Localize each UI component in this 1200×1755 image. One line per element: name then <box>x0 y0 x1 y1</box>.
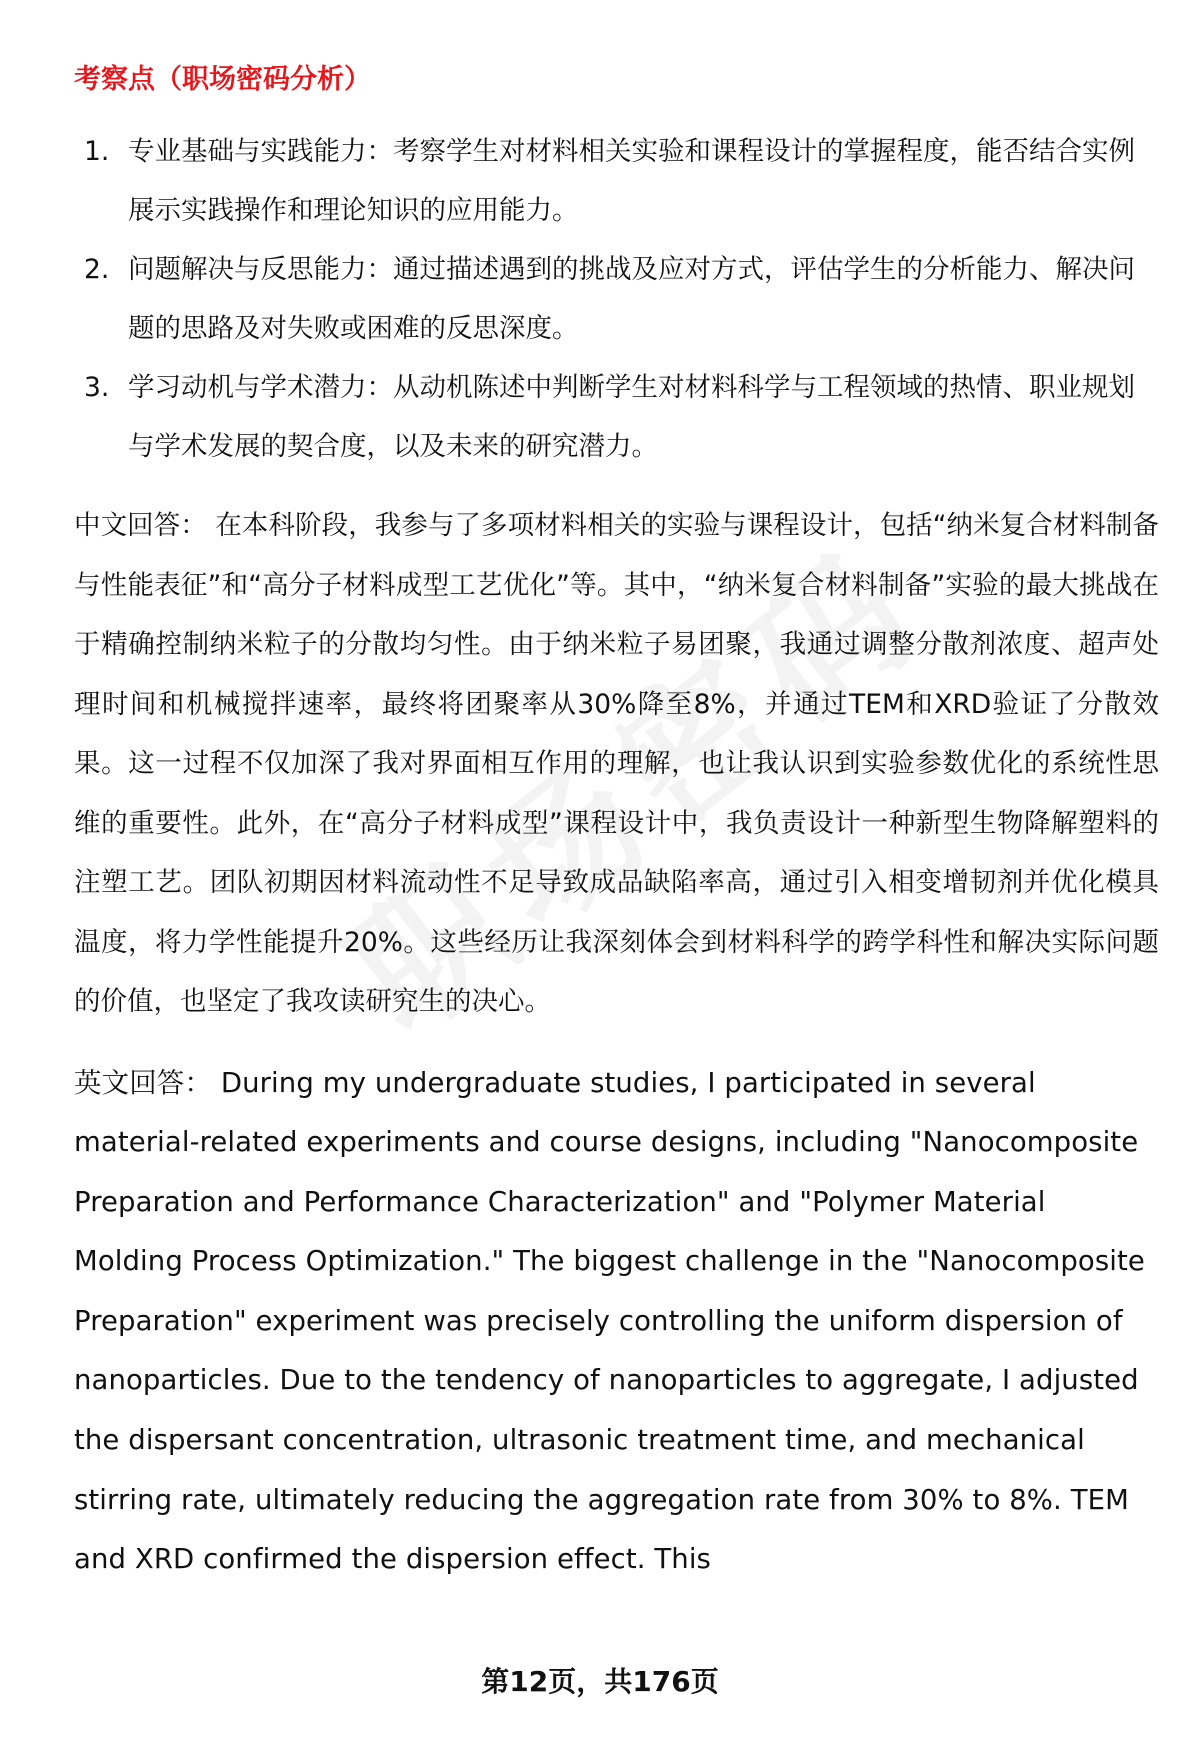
list-item-text: 专业基础与实践能力：考察学生对材料相关实验和课程设计的掌握程度，能否结合实例展示实践操作和理论知识的应用能力。 <box>128 136 1135 226</box>
list-item-text: 问题解决与反思能力：通过描述遇到的挑战及应对方式，评估学生的分析能力、解决问题的思路及对失败或困难的反思深度。 <box>128 254 1135 344</box>
page-number: 第12页，共176页 <box>481 1665 719 1698</box>
english-answer-label: 英文回答： <box>74 1066 212 1099</box>
english-answer-text: During my undergraduate studies, I participated in several material-related experiments and course designs, including "Nanocomposite Preparation and Performance Characterization" and "Polymer Material Molding Process Optimization." The biggest challenge in the "Nanocomposite Preparation" experiment was precisely controlling the uniform dispersion of nanoparticles. Due to the tendency of nanoparticles to aggregate, I adjusted the dispersant concentration, ultrasonic treatment time, and mechanical stirring rate, ultimately reducing the aggregation rate from 30% to 8%. TEM and XRD confirmed the dispersion effect. This <box>74 1066 1145 1576</box>
list-item-number: 1. <box>84 136 110 167</box>
list-item-text: 学习动机与学术潜力：从动机陈述中判断学生对材料科学与工程领域的热情、职业规划与学术发展的契合度，以及未来的研究潜力。 <box>128 372 1135 462</box>
list-item <box>74 240 1159 358</box>
section-title: 考察点（职场密码分析） <box>74 64 371 95</box>
chinese-answer <box>74 496 1159 1032</box>
chinese-answer-label: 中文回答： <box>74 510 207 541</box>
chinese-answer-text: 在本科阶段，我参与了多项材料相关的实验与课程设计，包括“纳米复合材料制备与性能表征”和“高分子材料成型工艺优化”等。其中，“纳米复合材料制备”实验的最大挑战在于精确控制纳米粒子的分散均匀性。由于纳米粒子易团聚，我通过调整分散剂浓度、超声处理时间和机械搅拌速率，最终将团聚率从30%降至8%，并通过TEM和XRD验证了分散效果。这一过程不仅加深了我对界面相互作用的理解，也让我认识到实验参数优化的系统性思维的重要性。此外，在“高分子材料成型”课程设计中，我负责设计一种新型生物降解塑料的注塑工艺。团队初期因材料流动性不足导致成品缺陷率高，通过引入相变增韧剂并优化模具温度，将力学性能提升20%。这些经历让我深刻体会到材料科学的跨学科性和解决实际问题的价值，也坚定了我攻读研究生的决心。 <box>74 510 1160 1017</box>
document-body <box>74 60 1159 1590</box>
list-item-number: 2. <box>84 254 110 285</box>
list-item-number: 3. <box>84 372 110 403</box>
assessment-points-list <box>74 122 1159 476</box>
list-item <box>74 358 1159 476</box>
english-answer <box>74 1054 1159 1590</box>
list-item <box>74 122 1159 240</box>
